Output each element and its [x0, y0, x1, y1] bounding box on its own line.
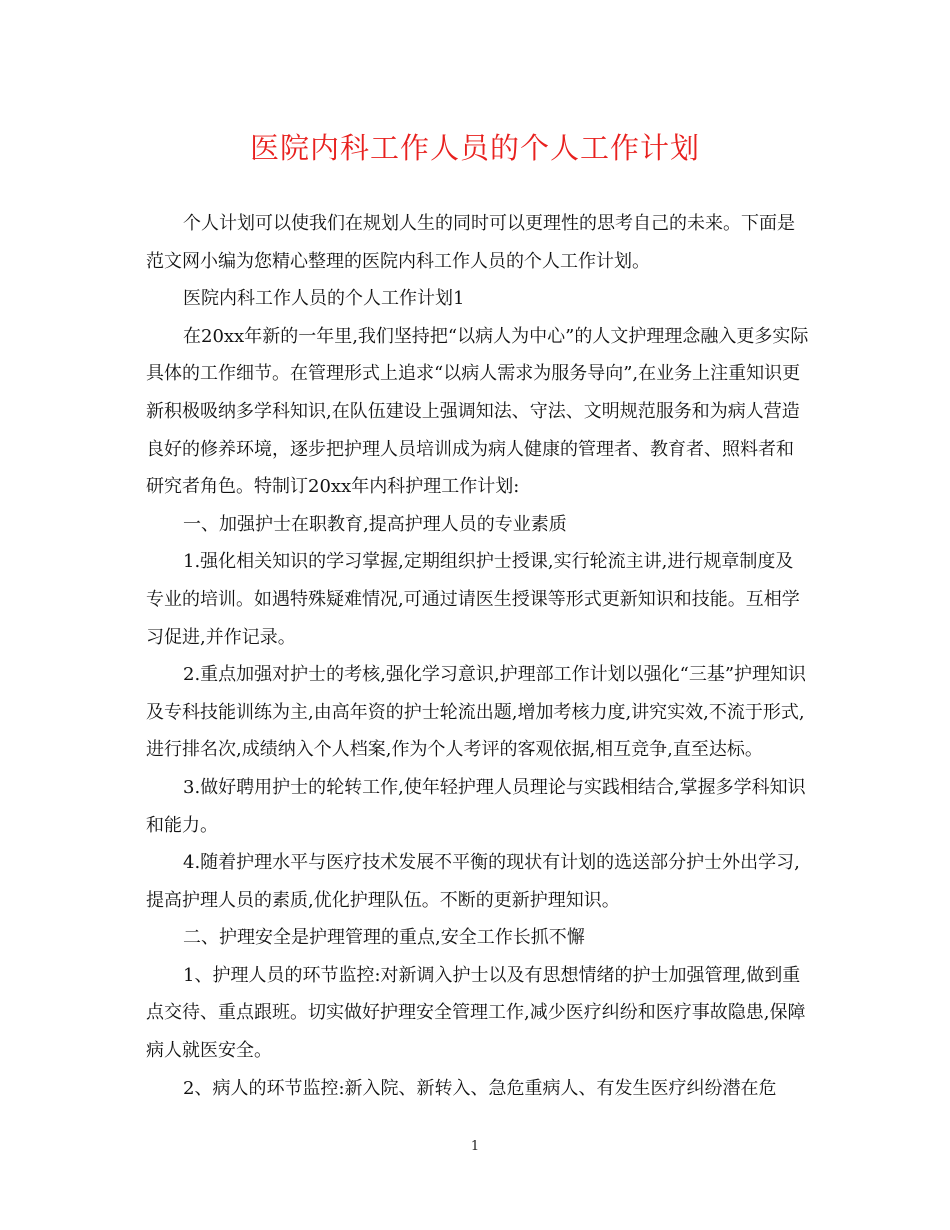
section-1-item-1: 1.强化相关知识的学习掌握,定期组织护士授课,实行轮流主讲,进行规章制度及专业的培训。如遇特殊疑难情况,可通过请医生授课等形式更新知识和技能。互相学习促进,并作记录。 [146, 551, 800, 648]
section-1-item-3: 3.做好聘用护士的轮转工作,使年轻护理人员理论与实践相结合,掌握多学科知识和能力。 [146, 776, 806, 836]
section-heading-2: 二、护理安全是护理管理的重点,安全工作长抓不懈 [183, 927, 585, 949]
intro-paragraph: 个人计划可以使我们在规划人生的同时可以更理性的思考自己的未来。下面是范文网小编为您精心整理的医院内科工作人员的个人工作计划。 [146, 213, 795, 272]
section-1-item-2: 2.重点加强对护士的考核,强化学习意识,护理部工作计划以强化“三基”护理知识及专科技能训练为主,由高年资的护士轮流出题,增加考核力度,讲究实效,不流于形式,进行排名次,成绩纳入个人档案,作为个人考评的客观依据,相互竞争,直至达标。 [146, 664, 807, 761]
section-2-item-1: 1、护理人员的环节监控:对新调入护士以及有思想情绪的护士加强管理,做到重点交待、重点跟班。切实做好护理安全管理工作,减少医疗纠纷和医疗事故隐患,保障病人就医安全。 [146, 964, 806, 1062]
document-body [146, 205, 810, 1107]
section-heading-1: 一、加强护士在职教育,提高护理人员的专业素质 [183, 513, 567, 535]
section-2-item-2: 2、病人的环节监控:新入院、新转入、急危重病人、有发生医疗纠纷潜在危 [183, 1077, 777, 1099]
plan-heading: 医院内科工作人员的个人工作计划1 [183, 288, 465, 310]
section-1-item-4: 4.随着护理水平与医疗技术发展不平衡的现状有计划的选送部分护士外出学习,提高护理人员的素质,优化护理队伍。不断的更新护理知识。 [146, 852, 800, 911]
plan-overview-paragraph: 在20xx年新的一年里,我们坚持把“以病人为中心”的人文护理理念融入更多实际具体的工作细节。在管理形式上追求“以病人需求为服务导向”,在业务上注重知识更新积极吸纳多学科知识,在队伍建设上强调知法、守法、文明规范服务和为病人营造良好的修养环境，逐步把护理人员培训成为病人健康的管理者、教育者、照料者和研究者角色。特制订20xx年内科护理工作计划: [146, 325, 809, 498]
document-title: 医院内科工作人员的个人工作计划 [249, 131, 700, 165]
page-number: 1 [470, 1139, 480, 1154]
